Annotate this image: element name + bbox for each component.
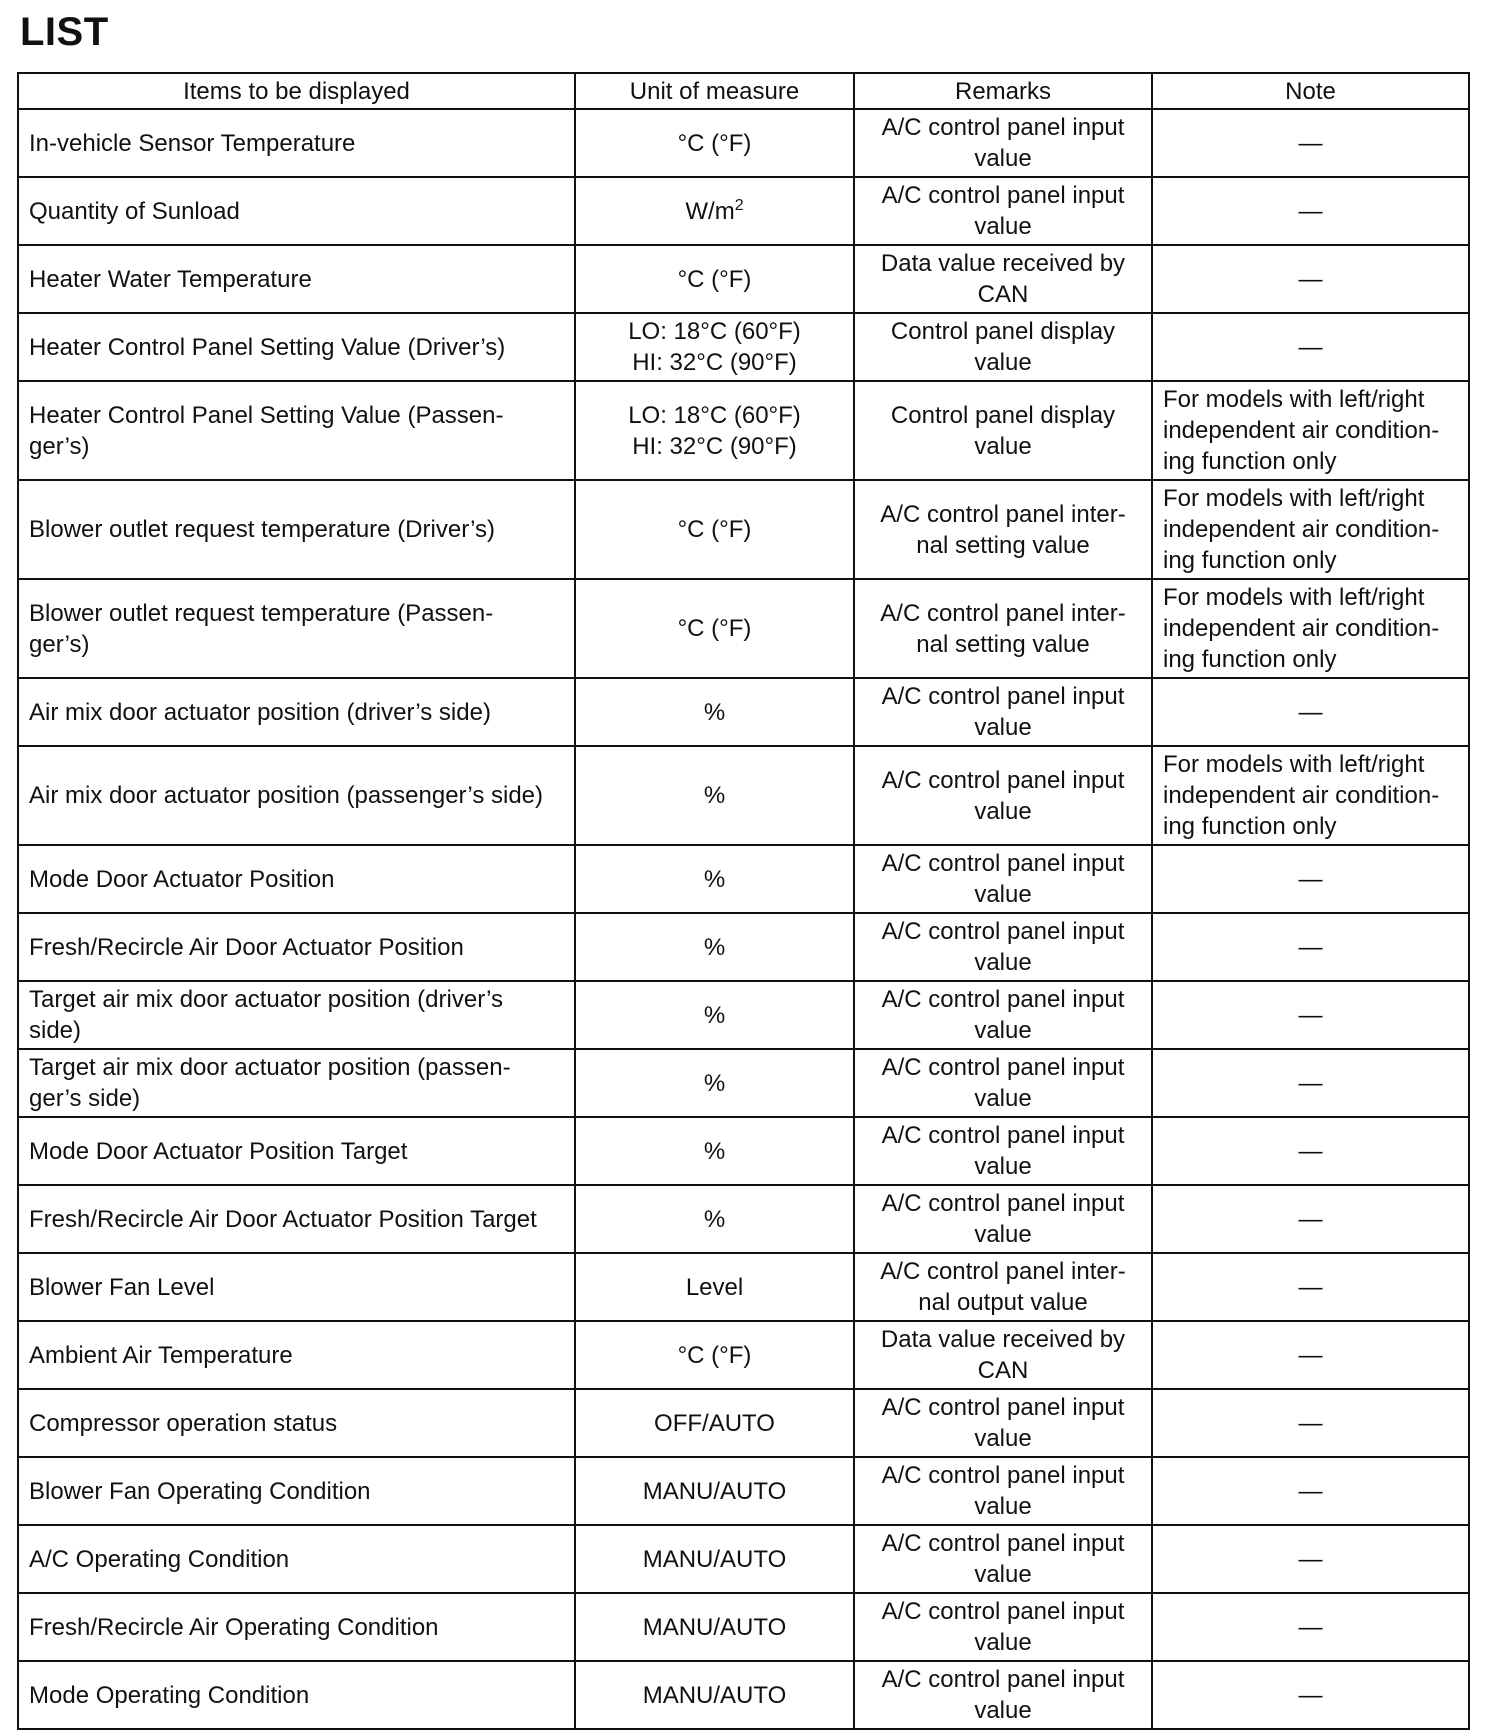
note-label: —: [1298, 1341, 1323, 1369]
remarks-label: Data value received by CAN: [880, 250, 1126, 308]
item-label: Air mix door actuator position (passenger’s side): [29, 782, 544, 809]
note-label: —: [1298, 1613, 1323, 1641]
cell-note: [1152, 845, 1469, 913]
header-remarks: Remarks: [854, 73, 1152, 109]
item-label: Target air mix door actuator position (driver’s side): [29, 986, 503, 1044]
remarks-label: A/C control panel input value: [881, 1394, 1125, 1452]
table-row: [18, 480, 1469, 579]
item-label: Quantity of Sunload: [29, 197, 240, 225]
note-label: —: [1298, 1069, 1323, 1097]
unit-label: °C (°F): [677, 516, 752, 543]
item-label: Fresh/Recircle Air Door Actuator Position: [29, 933, 464, 961]
remarks-label: A/C control panel input value: [881, 918, 1125, 976]
cell-note: [1152, 109, 1469, 177]
unit-label: W/m: [685, 197, 735, 225]
cell-item: [18, 313, 575, 381]
unit-label: MANU/AUTO: [642, 1477, 787, 1505]
cell-note: [1152, 1117, 1469, 1185]
item-label: Ambient Air Temperature: [29, 1341, 293, 1369]
cell-unit: [575, 177, 854, 245]
header-note: Note: [1152, 73, 1469, 109]
item-label: Mode Operating Condition: [29, 1681, 310, 1709]
cell-remarks: [854, 1185, 1152, 1253]
cell-remarks: [854, 1389, 1152, 1457]
cell-note: [1152, 1457, 1469, 1525]
cell-note: [1152, 313, 1469, 381]
cell-unit: [575, 913, 854, 981]
unit-label: °C (°F): [677, 265, 752, 293]
cell-note: [1152, 1389, 1469, 1457]
cell-note: [1152, 1593, 1469, 1661]
note-label: —: [1298, 265, 1323, 293]
table-row: [18, 245, 1469, 313]
cell-remarks: [854, 480, 1152, 579]
remarks-label: A/C control panel input value: [881, 1190, 1125, 1248]
item-label: Fresh/Recircle Air Door Actuator Position Target: [29, 1205, 537, 1233]
item-label: Air mix door actuator position (driver’s side): [29, 698, 491, 726]
table-row: [18, 678, 1469, 746]
remarks-label: A/C control panel input value: [881, 1666, 1125, 1724]
cell-item: [18, 579, 575, 678]
cell-remarks: [854, 913, 1152, 981]
item-label: Blower outlet request temperature (Driver’s): [29, 516, 495, 543]
note-label: For models with left/right independent air condition- ing function only: [1163, 584, 1440, 673]
table-row: [18, 1321, 1469, 1389]
cell-unit: [575, 746, 854, 845]
note-label: —: [1298, 1205, 1323, 1233]
cell-item: [18, 245, 575, 313]
note-label: —: [1298, 933, 1323, 961]
item-label: Heater Control Panel Setting Value (Driver’s): [29, 333, 506, 361]
cell-unit: [575, 1117, 854, 1185]
unit-label: Level: [685, 1273, 744, 1301]
cell-unit: [575, 1185, 854, 1253]
remarks-label: A/C control panel input value: [881, 850, 1125, 908]
remarks-label: A/C control panel input value: [881, 986, 1125, 1044]
cell-item: [18, 1185, 575, 1253]
cell-item: [18, 913, 575, 981]
page-title: LIST: [20, 10, 109, 54]
cell-item: [18, 177, 575, 245]
item-label: Compressor operation status: [29, 1409, 338, 1437]
cell-item: [18, 678, 575, 746]
cell-note: [1152, 381, 1469, 480]
item-label: Mode Door Actuator Position: [29, 865, 335, 893]
cell-note: [1152, 1525, 1469, 1593]
cell-remarks: [854, 1117, 1152, 1185]
cell-item: [18, 1321, 575, 1389]
table-row: [18, 109, 1469, 177]
cell-remarks: [854, 579, 1152, 678]
cell-item: [18, 1389, 575, 1457]
cell-remarks: [854, 313, 1152, 381]
table-row: [18, 746, 1469, 845]
remarks-label: A/C control panel input value: [881, 1054, 1125, 1112]
table-row: [18, 845, 1469, 913]
note-label: —: [1298, 333, 1323, 361]
cell-note: [1152, 1321, 1469, 1389]
cell-remarks: [854, 1049, 1152, 1117]
cell-unit: [575, 678, 854, 746]
cell-note: [1152, 1253, 1469, 1321]
cell-item: [18, 1049, 575, 1117]
cell-unit: [575, 245, 854, 313]
table-row: [18, 1525, 1469, 1593]
unit-label: %: [703, 933, 726, 961]
remarks-label: A/C control panel input value: [881, 114, 1125, 172]
cell-remarks: [854, 845, 1152, 913]
table-row: [18, 177, 1469, 245]
note-label: —: [1298, 129, 1323, 157]
note-label: —: [1298, 1273, 1323, 1301]
cell-remarks: [854, 981, 1152, 1049]
cell-note: [1152, 678, 1469, 746]
table-row: [18, 1661, 1469, 1729]
unit-label: OFF/AUTO: [654, 1409, 775, 1437]
table-row: [18, 1049, 1469, 1117]
item-label: Heater Control Panel Setting Value (Passen- ger’s): [29, 401, 504, 460]
cell-unit: [575, 1253, 854, 1321]
cell-remarks: [854, 746, 1152, 845]
item-label: Blower Fan Level: [29, 1273, 215, 1301]
unit-label: MANU/AUTO: [642, 1613, 787, 1641]
table-row: [18, 313, 1469, 381]
cell-remarks: [854, 1593, 1152, 1661]
cell-remarks: [854, 1253, 1152, 1321]
remarks-label: Control panel display value: [890, 401, 1116, 460]
remarks-label: A/C control panel input value: [881, 683, 1125, 741]
table-header-row: [18, 73, 1469, 109]
remarks-label: A/C control panel inter- nal setting value: [880, 599, 1126, 658]
table-row: [18, 1253, 1469, 1321]
cell-note: [1152, 1049, 1469, 1117]
note-label: —: [1298, 1681, 1323, 1709]
item-label: Blower Fan Operating Condition: [29, 1477, 371, 1505]
table-row: [18, 381, 1469, 480]
unit-label: LO: 18°C (60°F) HI: 32°C (90°F): [628, 401, 801, 460]
table-body: [18, 109, 1469, 1729]
table-row: [18, 1117, 1469, 1185]
cell-remarks: [854, 245, 1152, 313]
note-label: —: [1298, 1545, 1323, 1573]
unit-label: °C (°F): [677, 1341, 752, 1369]
cell-unit: [575, 579, 854, 678]
unit-label: LO: 18°C (60°F) HI: 32°C (90°F): [628, 318, 801, 376]
table-row: [18, 913, 1469, 981]
cell-unit: [575, 1321, 854, 1389]
cell-unit: [575, 109, 854, 177]
table-row: [18, 579, 1469, 678]
item-label: Heater Water Temperature: [29, 265, 312, 293]
cell-unit: [575, 1593, 854, 1661]
cell-item: [18, 480, 575, 579]
table-row: [18, 1593, 1469, 1661]
unit-label: MANU/AUTO: [642, 1681, 787, 1709]
unit-label: °C (°F): [677, 615, 752, 642]
data-list-table: [17, 72, 1470, 1730]
remarks-label: A/C control panel inter- nal output value: [880, 1258, 1126, 1316]
cell-note: [1152, 480, 1469, 579]
item-label: A/C Operating Condition: [29, 1545, 290, 1573]
item-label: Target air mix door actuator position (passen- ger’s side): [29, 1054, 511, 1112]
remarks-label: A/C control panel input value: [881, 182, 1125, 240]
cell-item: [18, 1593, 575, 1661]
cell-note: [1152, 1185, 1469, 1253]
cell-unit: [575, 845, 854, 913]
unit-label: MANU/AUTO: [642, 1545, 787, 1573]
cell-unit: [575, 981, 854, 1049]
cell-item: [18, 845, 575, 913]
unit-label: %: [703, 865, 726, 893]
cell-item: [18, 1525, 575, 1593]
cell-item: [18, 109, 575, 177]
item-label: Fresh/Recircle Air Operating Condition: [29, 1613, 439, 1641]
table-row: [18, 981, 1469, 1049]
unit-superscript: 2: [734, 196, 744, 214]
cell-item: [18, 1253, 575, 1321]
cell-item: [18, 1661, 575, 1729]
remarks-label: A/C control panel input value: [881, 1530, 1125, 1588]
cell-unit: [575, 1661, 854, 1729]
cell-note: [1152, 913, 1469, 981]
remarks-label: A/C control panel input value: [881, 766, 1125, 825]
cell-unit: [575, 480, 854, 579]
remarks-label: A/C control panel input value: [881, 1462, 1125, 1520]
cell-note: [1152, 746, 1469, 845]
note-label: —: [1298, 698, 1323, 726]
cell-remarks: [854, 1661, 1152, 1729]
remarks-label: A/C control panel input value: [881, 1122, 1125, 1180]
cell-item: [18, 746, 575, 845]
table-row: [18, 1457, 1469, 1525]
cell-unit: [575, 313, 854, 381]
unit-label: %: [703, 782, 726, 809]
cell-remarks: [854, 177, 1152, 245]
cell-note: [1152, 981, 1469, 1049]
cell-unit: [575, 1457, 854, 1525]
note-label: For models with left/right independent air condition- ing function only: [1163, 386, 1440, 475]
cell-note: [1152, 245, 1469, 313]
item-label: In-vehicle Sensor Temperature: [29, 129, 356, 157]
unit-label: %: [703, 1001, 726, 1029]
note-label: For models with left/right independent air condition- ing function only: [1163, 751, 1440, 840]
header-items: Items to be displayed: [18, 73, 575, 109]
cell-remarks: [854, 381, 1152, 480]
note-label: —: [1298, 1409, 1323, 1437]
table-row: [18, 1185, 1469, 1253]
cell-note: [1152, 177, 1469, 245]
unit-label: %: [703, 1069, 726, 1097]
note-label: —: [1298, 865, 1323, 893]
cell-unit: [575, 1389, 854, 1457]
cell-remarks: [854, 109, 1152, 177]
unit-label: %: [703, 1205, 726, 1233]
note-label: —: [1298, 1137, 1323, 1165]
unit-label: %: [703, 1137, 726, 1165]
cell-remarks: [854, 678, 1152, 746]
cell-unit: [575, 381, 854, 480]
cell-note: [1152, 579, 1469, 678]
cell-item: [18, 981, 575, 1049]
cell-item: [18, 1457, 575, 1525]
item-label: Blower outlet request temperature (Passen- ger’s): [29, 599, 494, 658]
note-label: —: [1298, 1477, 1323, 1505]
unit-label: %: [703, 698, 726, 726]
remarks-label: A/C control panel input value: [881, 1598, 1125, 1656]
cell-remarks: [854, 1525, 1152, 1593]
remarks-label: Data value received by CAN: [880, 1326, 1126, 1384]
cell-item: [18, 1117, 575, 1185]
cell-remarks: [854, 1321, 1152, 1389]
remarks-label: A/C control panel inter- nal setting value: [880, 500, 1126, 559]
cell-remarks: [854, 1457, 1152, 1525]
remarks-label: Control panel display value: [890, 318, 1116, 376]
note-label: —: [1298, 1001, 1323, 1029]
cell-unit: [575, 1049, 854, 1117]
cell-unit: [575, 1525, 854, 1593]
cell-item: [18, 381, 575, 480]
header-unit: Unit of measure: [575, 73, 854, 109]
cell-note: [1152, 1661, 1469, 1729]
unit-label: °C (°F): [677, 129, 752, 157]
note-label: For models with left/right independent air condition- ing function only: [1163, 485, 1440, 574]
table-row: [18, 1389, 1469, 1457]
item-label: Mode Door Actuator Position Target: [29, 1137, 408, 1165]
note-label: —: [1298, 197, 1323, 225]
